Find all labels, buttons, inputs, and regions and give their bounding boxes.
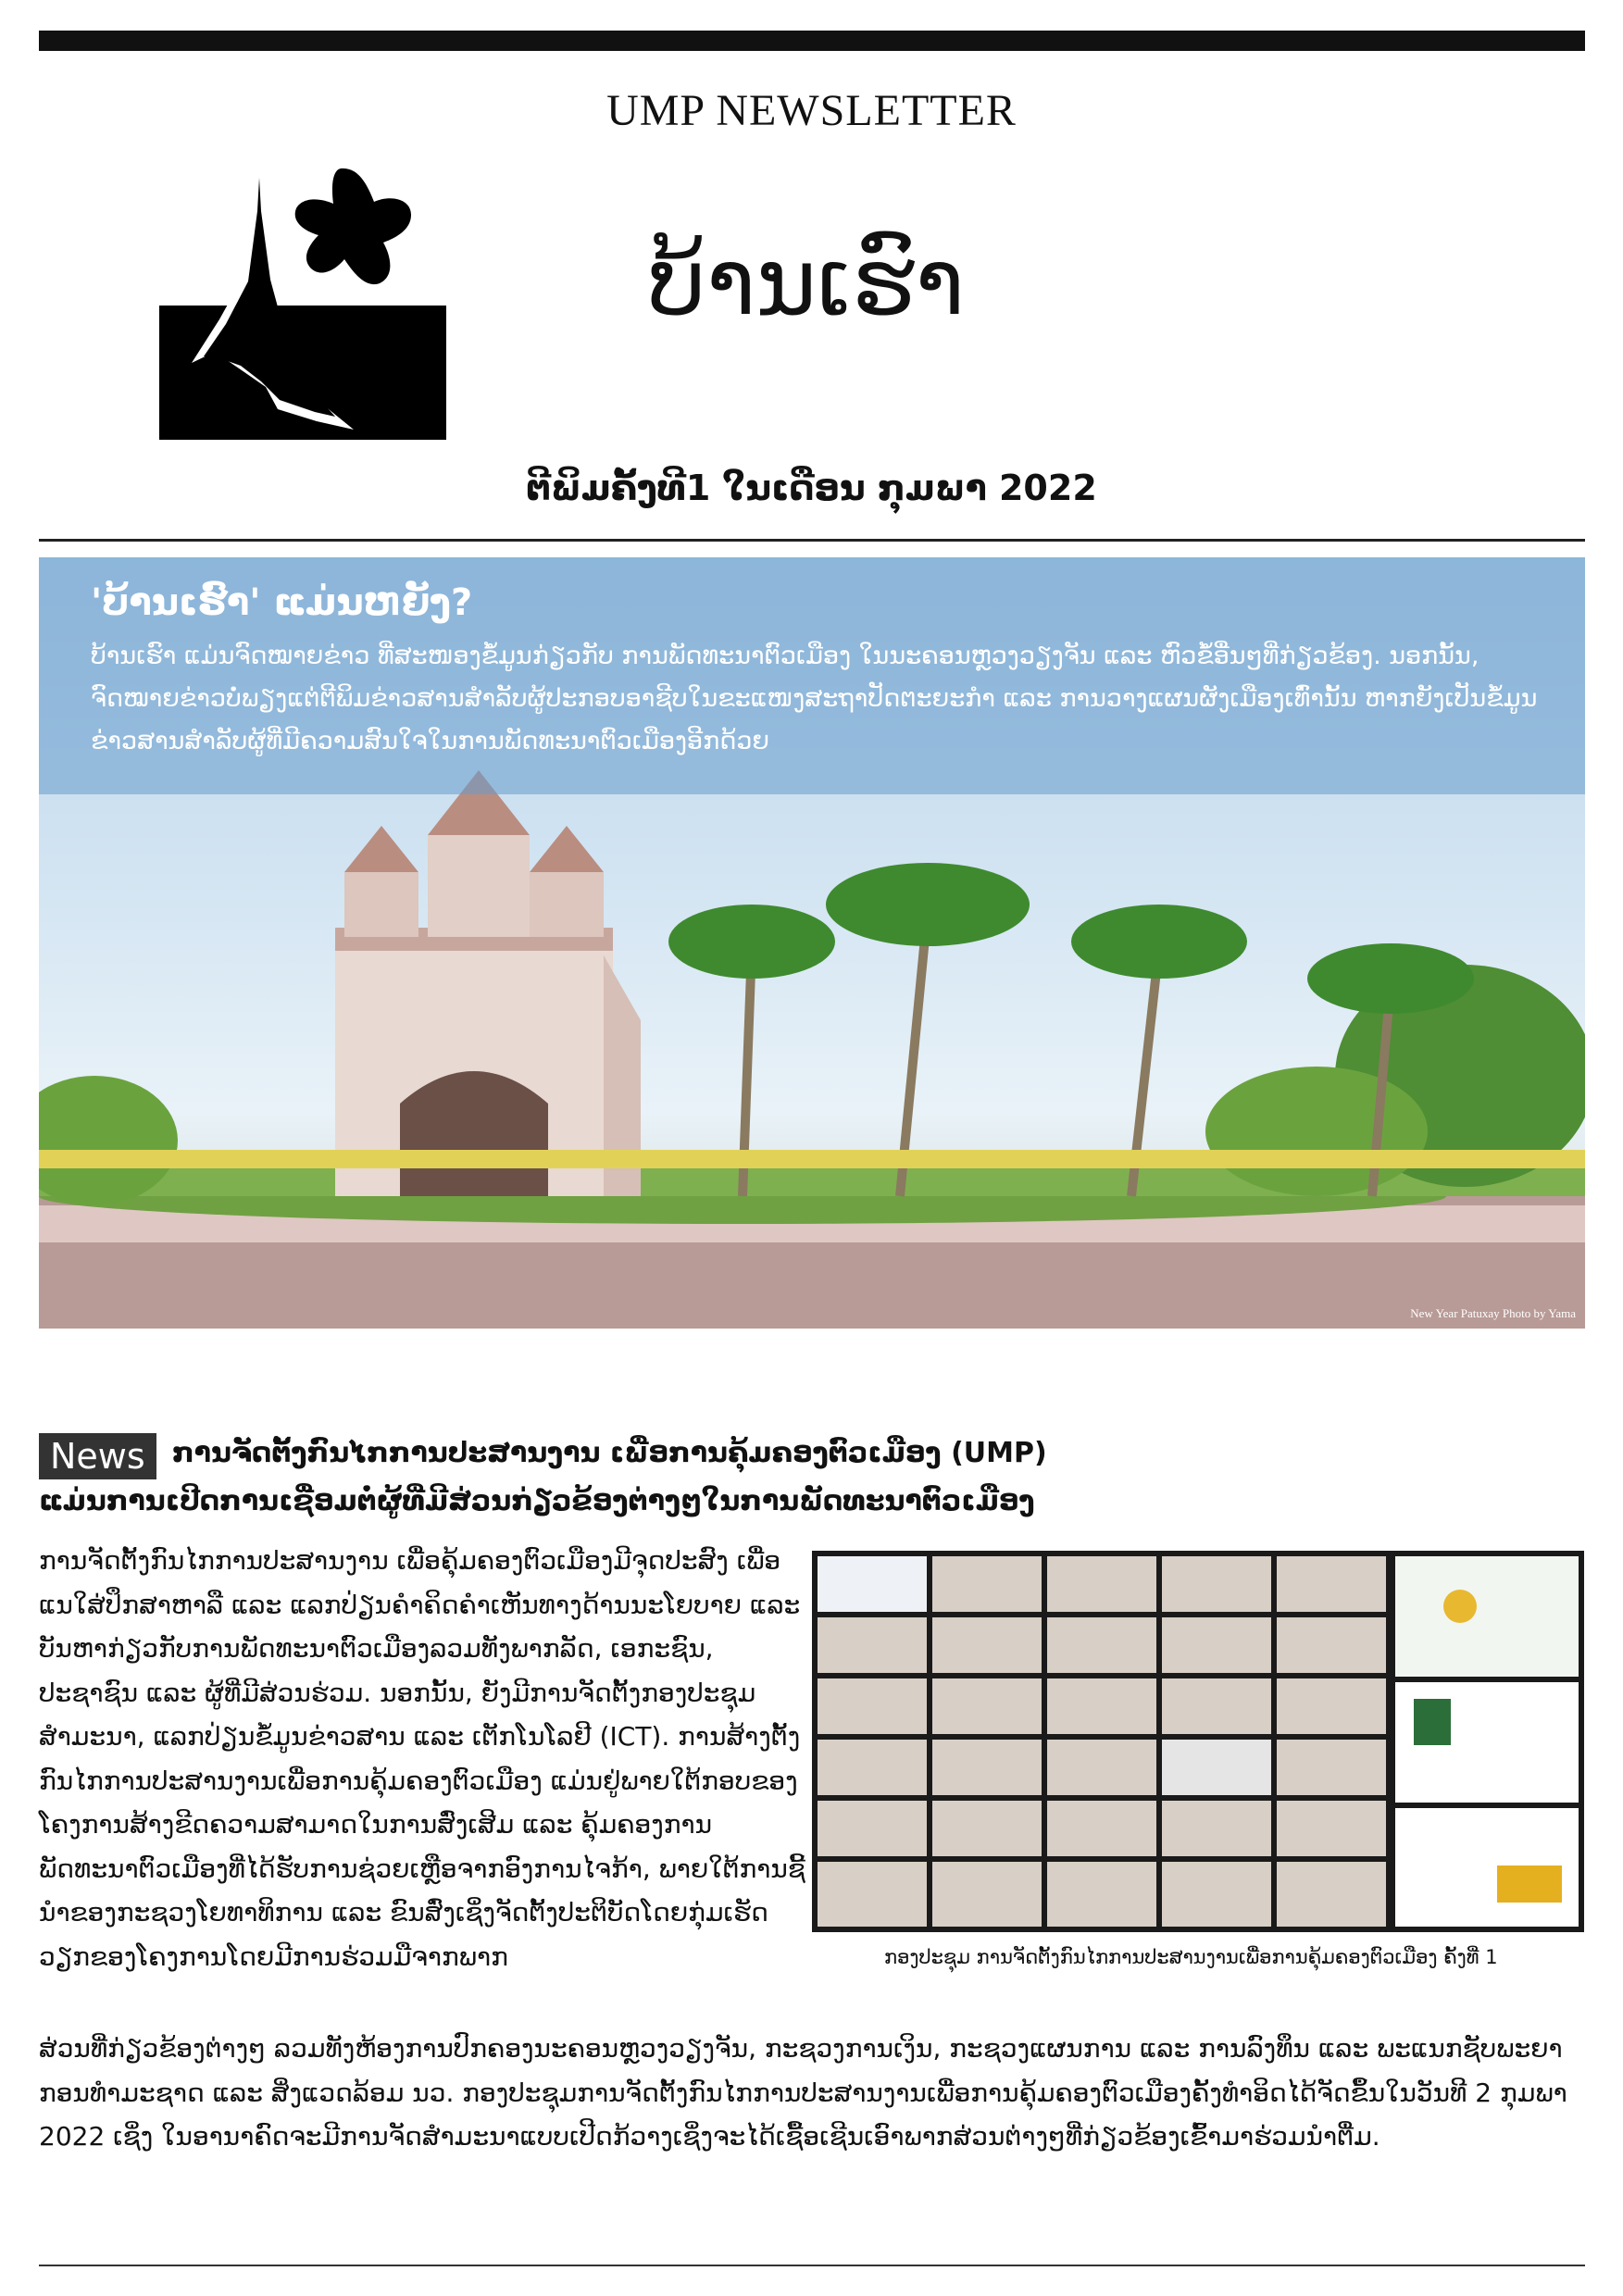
- newsletter-name: UMP NEWSLETTER: [606, 86, 1017, 135]
- intro-text: ບ້ານເຮົາ ແມ່ນຈົດໝາຍຂ່າວ ທີ່ສະໜອງຂໍ້ມູນກ່ຽວກັບ ການພັດທະນາຕົວເມືອງ ໃນນະຄອນຫຼວງວຽງຈັນ ແລະ ຫົວຂໍ້ອື່ນໆທີ່ກ່ຽວຂ້ອງ. ນອກນັ້ນ, ຈົດໝາຍຂ່າວບໍ່ພຽງແຕ່ຕີພິມຂ່າວສານສໍາລັບຜູ້ປະກອບອາຊີບໃນຂະແໜງສະຖາປັດຕະຍະກໍາ ແລະ ການວາງແຜນຜັງເມືອງເທົ່ານັ້ນ ຫາກຍັງເປັນຂໍ້ມູນຂ່າວສານສໍາລັບຜູ້ທີ່ມີຄວາມສົນໃຈໃນການພັດທະນາຕົວເມືອງອີກດ້ວຍ: [91, 642, 1538, 755]
- newsletter-title: ບ້ານເຮົາ: [648, 228, 966, 336]
- intro-heading: 'ບ້ານເຮົາ' ແມ່ນຫຍັງ?: [91, 581, 473, 624]
- edition-line: ຕີພິມຄັ້ງທີ1 ໃນເດືອນ ກຸມພາ 2022: [526, 468, 1097, 508]
- top-rule: [39, 31, 1585, 51]
- patuxay-photo: [39, 557, 1585, 1329]
- photo-credit: New Year Patuxay Photo by Yama: [1410, 1306, 1576, 1320]
- photo-caption: ກອງປະຊຸມ ການຈັດຕັ້ງກົນໄກການປະສານງານເພື່ອການຄຸ້ມຄອງຕົວເມືອງ ຄັ້ງທີ່ 1: [884, 1946, 1498, 1968]
- news-body-column: ການຈັດຕັ້ງກົນໄກການປະສານງານ ເພື່ອຄຸ້ມຄອງຕົວເມືອງມີຈຸດປະສົງ ເພື່ອແນໃສ່ປຶກສາຫາລື ແລະ ແລກປ່ຽນຄໍາຄິດຄໍາເຫັນທາງດ້ານນະໂຍບາຍ ແລະ ບັນຫາກ່ຽວກັບການພັດທະນາຕົວເມືອງລວມທັງພາກລັດ, ເອກະຊົນ, ປະຊາຊົນ ແລະ ຜູ້ທີ່ມີສ່ວນຮ່ວມ. ນອກນັ້ນ, ຍັງມີການຈັດຕັ້ງກອງປະຊຸມສໍາມະນາ, ແລກປ່ຽນຂໍ້ມູນຂ່າວສານ ແລະ ເຕັກໂນໂລຢີ (ICT). ການສ້າງຕັ້ງກົນໄກການປະສານງານເພື່ອການຄຸ້ມຄອງຕົວເມືອງ ແມ່ນຢູ່ພາຍໃຕ້ກອບຂອງໂຄງການສ້າງຂີດຄວາມສາມາດໃນການສົ່ງເສີມ ແລະ ຄຸ້ມຄອງການພັດທະນາຕົວເມືອງທີ່ໄດ້ຮັບການຊ່ວຍເຫຼືອຈາກອົງການໄຈກ້າ, ພາຍໃຕ້ການຊີ້ນໍາຂອງກະຊວງໂຍທາທິການ ແລະ ຂົນສົ່ງເຊິ່ງຈັດຕັ້ງປະຕິບັດໂດຍກຸ່ມເຮັດວຽກຂອງໂຄງການໂດຍມີການຮ່ວມມືຈາກພາກ: [39, 1545, 805, 1972]
- section-rule: [39, 539, 1585, 542]
- news-headline-line-1: ການຈັດຕັ້ງກົນໄກການປະສານງານ ເພື່ອການຄຸ້ມຄອງຕົວເມືອງ (UMP): [172, 1437, 1047, 1469]
- news-badge: News: [39, 1433, 156, 1479]
- online-meeting-screenshot: [812, 1551, 1584, 1932]
- news-headline-line-2: ແມ່ນການເປີດການເຊື່ອມຕໍ່ຜູ້ທີ່ມີສ່ວນກ່ຽວຂ້ອງຕ່າງໆໃນການພັດທະນາຕົວເມືອງ: [39, 1485, 1035, 1517]
- bottom-rule: [39, 2265, 1585, 2266]
- that-luang-logo-icon: [159, 167, 446, 440]
- news-body-continued: ສ່ວນທີ່ກ່ຽວຂ້ອງຕ່າງໆ ລວມທັງຫ້ອງການປົກຄອງນະຄອນຫຼວງວຽງຈັນ, ກະຊວງການເງິນ, ກະຊວງແຜນການ ແລະ ການລົງທຶນ ແລະ ພະແນກຊັບພະຍາກອນທໍາມະຊາດ ແລະ ສິ່ງແວດລ້ອມ ນວ. ກອງປະຊຸມການຈັດຕັ້ງກົນໄກການປະສານງານເພື່ອການຄຸ້ມຄອງຕົວເມືອງຄັ້ງທໍາອິດໄດ້ຈັດຂຶ້ນໃນວັນທີ 2 ກຸມພາ 2022 ເຊິ່ງ ໃນອານາຄົດຈະມີການຈັດສໍາມະນາແບບເປີດກ້ວາງເຊິ່ງຈະໄດ້ເຊື້ອເຊີນເອົາພາກສ່ວນຕ່າງໆທີ່ກ່ຽວຂ້ອງເຂົ້າມາຮ່ວມນໍາຕື່ມ.: [39, 2033, 1567, 2152]
